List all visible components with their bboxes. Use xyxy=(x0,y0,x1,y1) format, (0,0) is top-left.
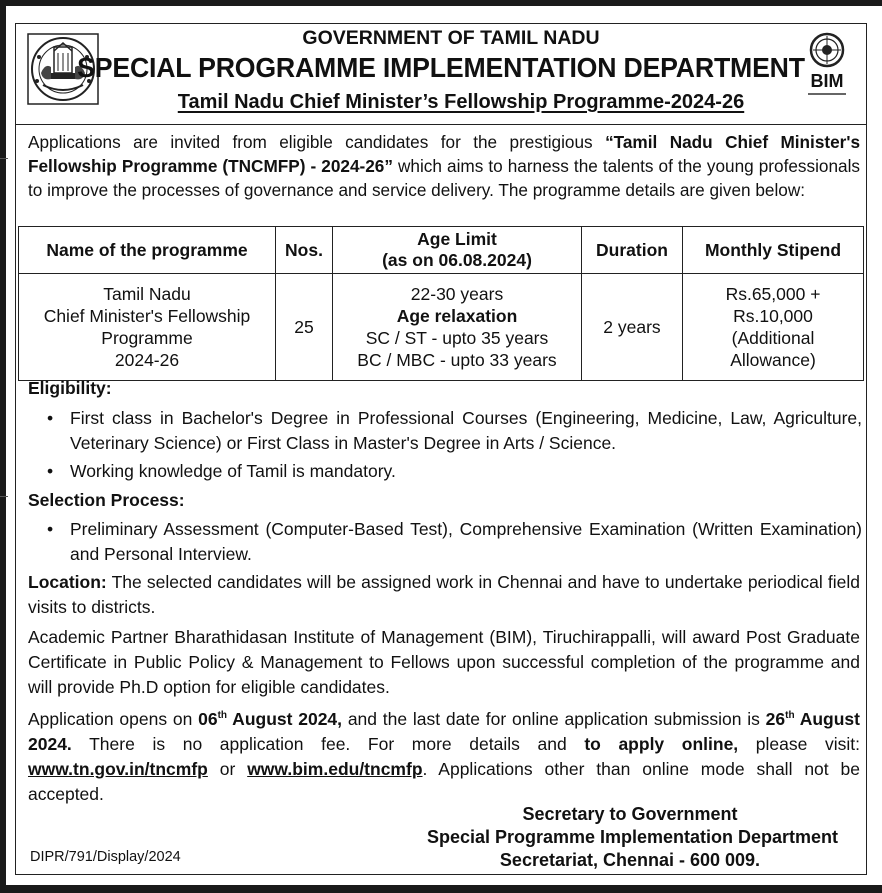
bullet-icon: • xyxy=(47,519,54,539)
table-row xyxy=(19,274,864,381)
cell-programme-name: Tamil Nadu Chief Minister's Fellowship Programme 2024-26 xyxy=(19,274,276,381)
divider xyxy=(15,124,867,125)
eligibility-item: First class in Bachelor's Degree in Professional Courses (Engineering, Medicine, Law, Agriculture, Veterinary Science) or First Class in Master's Degree in Arts / Science. xyxy=(70,408,862,453)
intro-paragraph: Applications are invited from eligible candidates for the prestigious “Tamil Nadu Chief Minister's Fellowship Programme (TNCMFP) - 2024-26” which aims to harness the talents of the young professionals to improve the processes of governance and service delivery. The programme details are given below: xyxy=(28,132,861,200)
col-header-nos: Nos. xyxy=(276,227,333,274)
eligibility-heading: Eligibility: xyxy=(28,378,112,398)
application-paragraph: Application opens on 06th August 2024, and the last date for online application submission is 26th August 2024. There is no application fee. For more details and to apply online, please visit: www.tn.gov.in/tncmfp or www.bim.edu/tncmfp. Applications other than online mode shall not be accepted. xyxy=(28,708,861,804)
programme-table xyxy=(18,226,864,381)
cell-age-limit: 22-30 years Age relaxation SC / ST - upto 35 years BC / MBC - upto 33 years xyxy=(333,274,582,381)
table-header-row xyxy=(19,227,864,274)
margin-tick xyxy=(0,496,8,497)
selection-item: Preliminary Assessment (Computer-Based Test), Comprehensive Examination (Written Examination) and Personal Interview. xyxy=(70,519,862,564)
left-edge xyxy=(0,0,6,893)
dipr-code: DIPR/791/Display/2024 xyxy=(30,849,181,865)
signature-title: Secretary to Government xyxy=(522,804,738,824)
department-heading: SPECIAL PROGRAMME IMPLEMENTATION DEPARTMENT xyxy=(77,52,805,83)
bullet-icon: • xyxy=(47,461,54,481)
bim-logo-text: BIM xyxy=(810,71,844,91)
government-heading: GOVERNMENT OF TAMIL NADU xyxy=(302,27,600,49)
bullet-icon: • xyxy=(47,408,54,428)
cell-nos: 25 xyxy=(276,274,333,381)
signature-address: Secretariat, Chennai - 600 009. xyxy=(499,850,761,870)
academic-paragraph: Academic Partner Bharathidasan Institute of Management (BIM), Tiruchirappalli, will award Post Graduate Certificate in Public Policy & Management to Fellows upon successful completion of the programme and will provide Ph.D option for eligible candidates. xyxy=(28,627,860,697)
top-edge xyxy=(0,0,882,6)
bottom-edge xyxy=(0,885,882,893)
signature-department: Special Programme Implementation Department xyxy=(426,827,839,847)
selection-heading: Selection Process: xyxy=(28,490,185,510)
col-header-age: Age Limit (as on 06.08.2024) xyxy=(333,227,582,274)
tn-gov-link[interactable]: www.tn.gov.in/tncmfp xyxy=(28,758,208,779)
col-header-duration: Duration xyxy=(582,227,683,274)
cell-stipend: Rs.65,000 + Rs.10,000 (Additional Allowance) xyxy=(683,274,864,381)
location-paragraph: Location: The selected candidates will be assigned work in Chennai and have to undertake periodical field visits to districts. xyxy=(28,572,860,617)
col-header-name: Name of the programme xyxy=(19,227,276,274)
bim-link[interactable]: www.bim.edu/tncmfp xyxy=(247,758,423,779)
programme-title: Tamil Nadu Chief Minister’s Fellowship Programme-2024-26 xyxy=(177,91,745,113)
col-header-stipend: Monthly Stipend xyxy=(683,227,864,274)
eligibility-item: Working knowledge of Tamil is mandatory. xyxy=(70,461,396,481)
cell-duration: 2 years xyxy=(582,274,683,381)
margin-tick xyxy=(0,158,8,159)
